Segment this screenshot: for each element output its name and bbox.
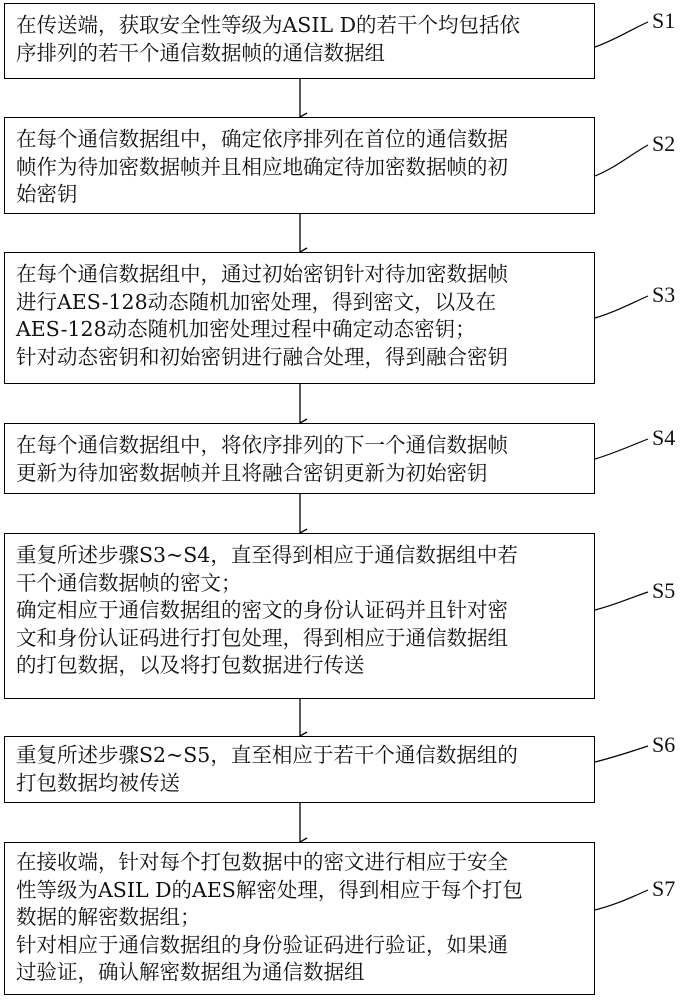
- step-box-s7: [4, 842, 595, 995]
- step-text-line: 针对动态密钥和初始密钥进行融合处理，得到融合密钥: [16, 344, 508, 369]
- leader-line-s1: [595, 22, 648, 47]
- step-label-s7: S7: [652, 876, 676, 901]
- leader-line-s7: [595, 890, 648, 910]
- step-text-line: 性等级为ASIL D的AES解密处理，得到相应于每个打包: [16, 877, 523, 902]
- step-text-line: 的打包数据，以及将打包数据进行传送: [16, 653, 365, 677]
- step-text-line: 重复所述步骤S3~S4，直至得到相应于通信数据组中若: [16, 543, 518, 567]
- step-text-line: 针对相应于通信数据组的身份验证码进行验证，如果通: [16, 932, 508, 957]
- step-text-line: 在每个通信数据组中，确定依序排列在首位的通信数据: [16, 127, 508, 151]
- step-text-line: 始密钥: [16, 182, 78, 206]
- step-text-line: 打包数据均被传送: [16, 770, 180, 795]
- step-label-s3: S3: [652, 282, 676, 307]
- step-text-line: 序排列的若干个通信数据帧的通信数据组: [16, 40, 385, 65]
- leader-line-s2: [595, 145, 648, 176]
- step-box-s6: [4, 736, 595, 803]
- step-label-s2: S2: [652, 131, 676, 156]
- step-text-line: 在每个通信数据组中，将依序排列的下一个通信数据帧: [16, 433, 508, 457]
- step-box-s5: [4, 533, 595, 699]
- step-text-line: 帧作为待加密数据帧并且相应地确定待加密数据帧的初: [16, 154, 508, 179]
- step-box-s2: [4, 117, 595, 214]
- step-text-line: 更新为待加密数据帧并且将融合密钥更新为初始密钥: [16, 460, 488, 485]
- step-text-line: AES-128动态随机加密处理过程中确定动态密钥；: [16, 317, 476, 341]
- step-label-s4: S4: [652, 425, 676, 450]
- step-text-line: 在接收端，针对每个打包数据中的密文进行相应于安全: [16, 850, 508, 874]
- step-text-line: 数据的解密数据组；: [16, 905, 201, 929]
- step-label-s6: S6: [652, 732, 676, 757]
- step-text-line: 在传送端，获取安全性等级为ASIL D的若干个均包括依: [16, 13, 521, 37]
- leader-line-s4: [595, 439, 648, 459]
- step-text-line: 重复所述步骤S2~S5，直至相应于若干个通信数据组的: [16, 743, 518, 767]
- step-text-line: 过验证，确认解密数据组为通信数据组: [16, 960, 365, 984]
- leader-line-s5: [595, 592, 648, 610]
- step-text-line: 文和身份认证码进行打包处理，得到相应于通信数据组: [16, 625, 508, 650]
- step-label-s5: S5: [652, 578, 676, 603]
- step-text-line: 进行AES-128动态随机加密处理，得到密文，以及在: [16, 289, 497, 314]
- step-box-s3: [4, 252, 595, 384]
- step-text-line: 干个通信数据帧的密文；: [16, 570, 242, 595]
- leader-line-s3: [595, 296, 648, 318]
- step-text-line: 在每个通信数据组中，通过初始密钥针对待加密数据帧: [16, 262, 508, 286]
- step-text-line: 确定相应于通信数据组的密文的身份认证码并且针对密: [16, 598, 508, 622]
- step-box-s4: [4, 423, 595, 494]
- step-label-s1: S1: [652, 8, 676, 33]
- leader-line-s6: [595, 746, 648, 762]
- step-box-s1: [4, 3, 595, 79]
